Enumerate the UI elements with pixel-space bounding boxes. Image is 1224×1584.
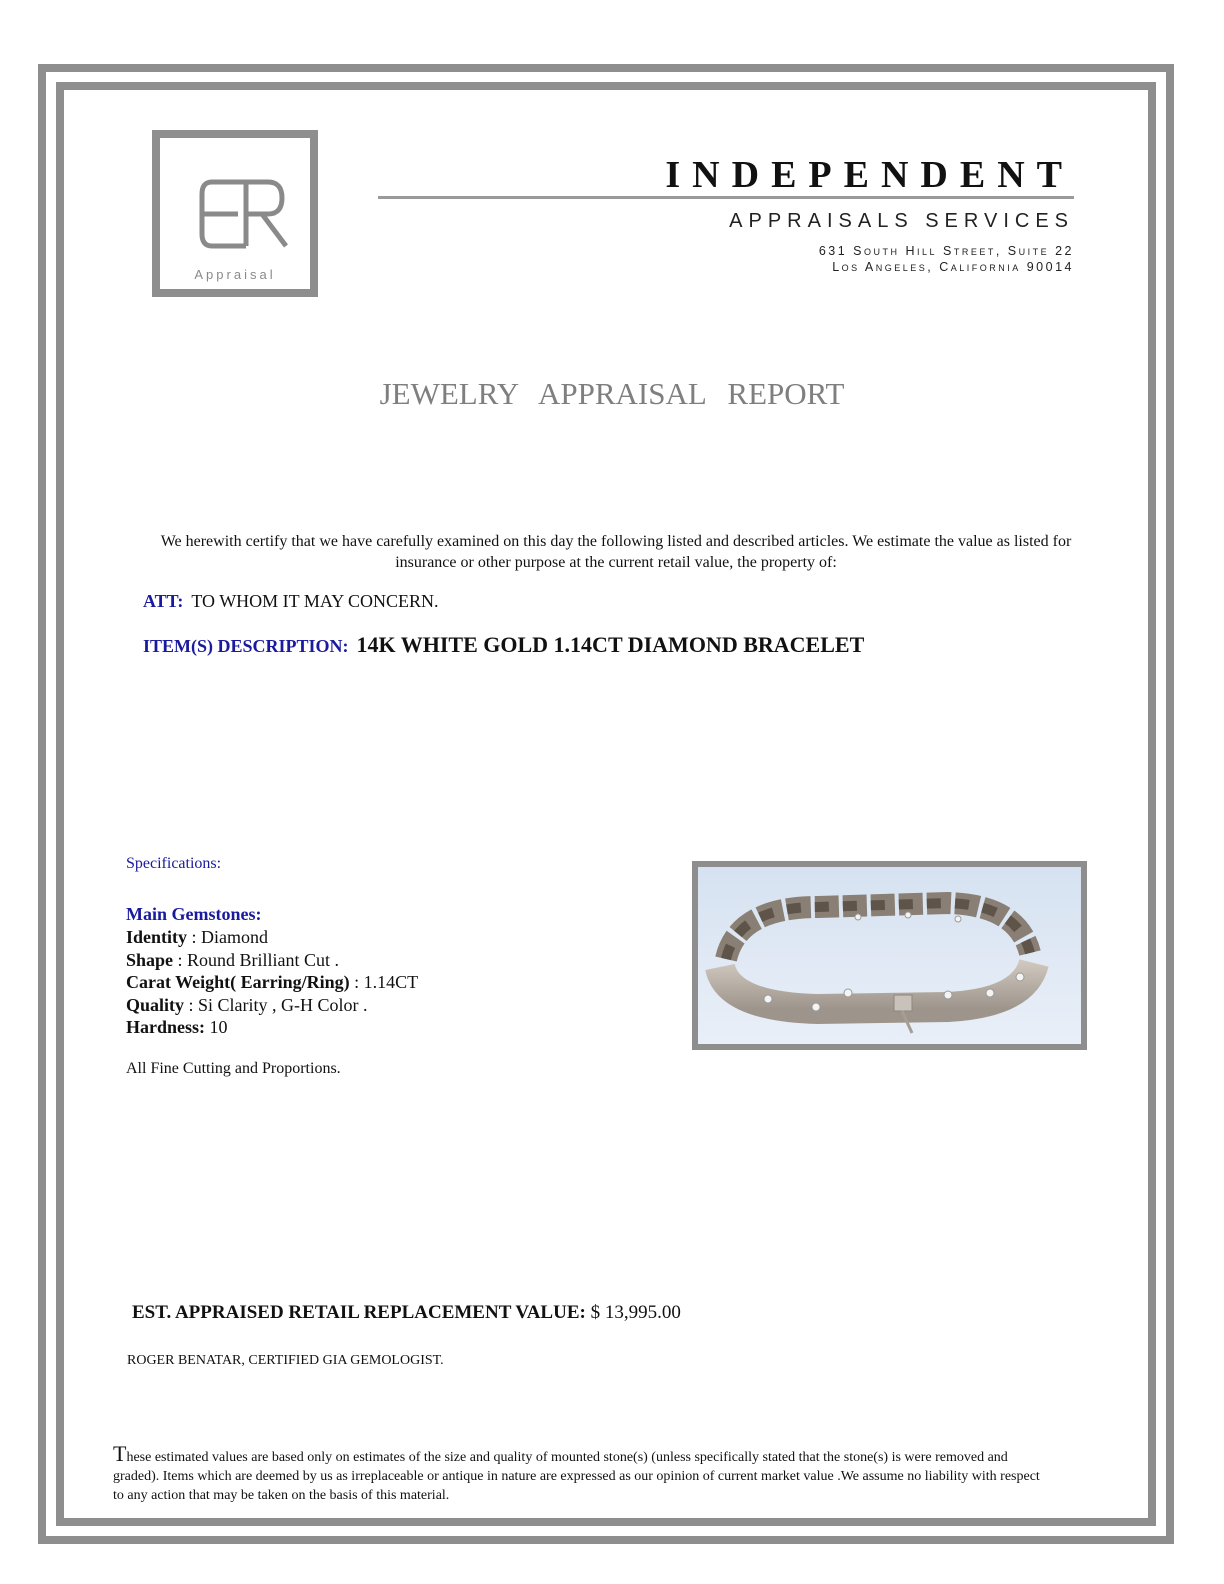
br-monogram-logo xyxy=(198,178,290,250)
item-description-label: ITEM(S) DESCRIPTION: xyxy=(143,636,349,656)
logo-caption: Appraisal xyxy=(194,267,276,282)
company-subtitle: APPRAISALS SERVICES xyxy=(729,210,1074,232)
att-label: ATT: xyxy=(143,591,184,611)
spec-carat-weight: Carat Weight( Earring/Ring) : 1.14CT xyxy=(126,972,419,992)
appraised-value-label: EST. APPRAISED RETAIL REPLACEMENT VALUE: xyxy=(132,1302,586,1323)
appraised-value-amount: $ 13,995.00 xyxy=(590,1302,681,1323)
disclaimer-text: hese estimated values are based only on estimates of the size and quality of mounted stone(s) (unless specifically stated that the stone(s) is were removed and graded). Items which are deemed by us as irreplaceable or antique in nature are expressed as our opinion of current market value .We assume no liability with respect to any action that may be taken on the basis of this material. xyxy=(113,1450,1040,1503)
company-address-line2: Los Angeles, California 90014 xyxy=(832,260,1074,274)
appraisal-logo xyxy=(152,130,318,297)
specifications-list xyxy=(126,926,418,1039)
report-title: JEWELRY APPRAISAL REPORT xyxy=(379,376,845,411)
item-description-row xyxy=(143,632,864,658)
company-address-line1: 631 South Hill Street, Suite 22 xyxy=(818,244,1074,258)
spec-quality: Quality : Si Clarity , G-H Color . xyxy=(126,994,368,1015)
spec-identity: Identity : Diamond xyxy=(126,927,269,947)
appraised-value-row xyxy=(132,1302,681,1324)
company-name: INDEPENDENT xyxy=(665,154,1074,196)
disclaimer-dropcap: T xyxy=(113,1441,127,1466)
gemologist-signature-line: ROGER BENATAR, CERTIFIED GIA GEMOLOGIST. xyxy=(127,1353,444,1368)
bracelet-image xyxy=(698,867,1081,1044)
item-description-value: 14K WHITE GOLD 1.14CT DIAMOND BRACELET xyxy=(356,632,865,657)
bracelet-photo xyxy=(692,861,1087,1050)
main-gemstones-heading: Main Gemstones: xyxy=(126,904,262,924)
certification-intro: We herewith certify that we have carefully examined on this day the following listed and described articles. We estimate the value as listed for insurance or other purpose at the current retail value, the property of: xyxy=(160,533,1072,571)
disclaimer xyxy=(113,1441,1043,1505)
att-row xyxy=(143,591,439,612)
specifications-heading: Specifications: xyxy=(126,855,222,872)
spec-hardness: Hardness: 10 xyxy=(126,1017,228,1037)
spec-shape: Shape : Round Brilliant Cut . xyxy=(126,949,340,970)
att-value: TO WHOM IT MAY CONCERN. xyxy=(191,591,439,611)
cutting-note: All Fine Cutting and Proportions. xyxy=(126,1060,341,1077)
